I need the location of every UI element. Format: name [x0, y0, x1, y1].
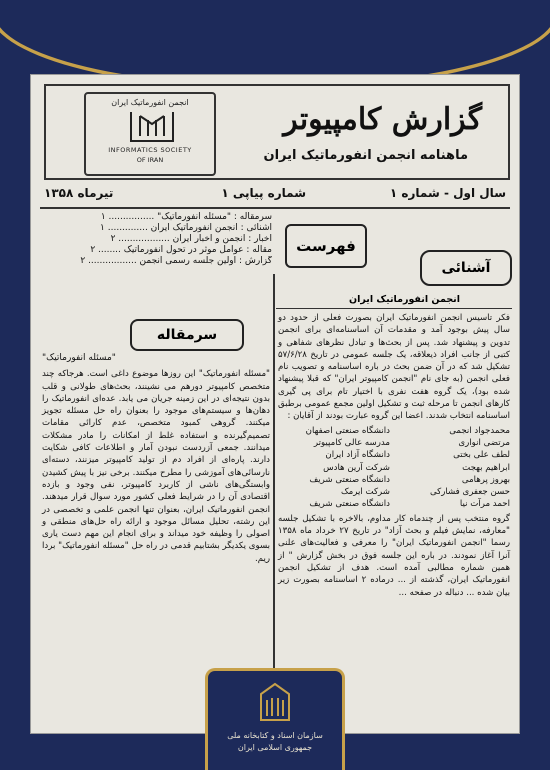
- ashnaei-column: [278, 312, 510, 599]
- logo-english-line1: INFORMATICS SOCIETY: [108, 146, 192, 154]
- library-emblem-icon: [255, 680, 295, 724]
- founder-affiliations: [278, 425, 390, 511]
- issue-serial: شماره پیاپی ۱: [221, 186, 306, 200]
- founder-name: احمد مرآت نیا: [459, 499, 510, 510]
- editorial-heading: "مسئله انفورماتیک": [42, 353, 116, 363]
- toc-item: آشنائی : انجمن انفورماتیک ایران .............. ۱: [100, 223, 272, 233]
- logo-top-text: انجمن انفورماتیک ایران: [111, 98, 189, 107]
- badge-text: [205, 730, 345, 754]
- editorial-column: [42, 352, 270, 565]
- ashnaei-paragraph-1: فکر تاسیس انجمن انفورماتیک ایران بصورت فعلی از حدود دو سال پیش بوجود آمد و مقدمات آن اساسنامه‌ای برای انجمن تدوین و پیشنهاد شد. پس از بحث‌ها و تبادل نظرهای شفاهی و کتبی از جانب افراد ذیعلاقه، یک جلسه عمومی در تاریخ ۵۷/۶/۲۸ تشکیل شد که در آن ضمن بحث در باره اساسنامه و تصویب نام فعلی انجمن (به جای نام "انجمن کامپیوتر ایران" که قبلا پیشنهاد شده بود)، یک گروه هفت نفری با اختیار تام برای پی گیری کارهای انجمن تا مرحله ثبت و تشکیل اولین مجمع عمومی برطبق اساسنامه انتخاب شدند. اعضا این گروه عبارت بودند از آقایان :: [278, 313, 510, 422]
- founder-name: محمدجواد انجمی: [449, 425, 510, 436]
- founder-affil: شرکت آرین هادس: [323, 462, 390, 473]
- founder-affil: دانشگاه آزاد ایران: [325, 450, 390, 461]
- badge-line-1: سازمان اسناد و کتابخانه ملی: [227, 731, 323, 740]
- issue-date: تیرماه ۱۳۵۸: [44, 186, 114, 200]
- founder-affil: دانشگاه صنعتی شریف: [309, 499, 390, 510]
- divider-ashnaei: [276, 308, 512, 309]
- library-badge: [205, 668, 345, 770]
- issue-volume: سال اول - شماره ۱: [389, 186, 506, 200]
- founder-name: ابراهیم بهجت: [462, 462, 510, 473]
- column-divider: [273, 274, 275, 724]
- founder-affil: دانشگاه صنعتی شریف: [309, 474, 390, 485]
- founder-name: مرتضی انواری: [458, 437, 510, 448]
- publication-subtitle: ماهنامه انجمن انفورماتیک ایران: [263, 148, 468, 163]
- ashnaei-label-box: آشنائی: [420, 250, 512, 286]
- toc-item: گزارش : اولین جلسه رسمی انجمن ................. ۲: [80, 256, 272, 266]
- editorial-label-box: سرمقاله: [130, 319, 244, 351]
- publication-title: گزارش کامپیوتر: [283, 102, 482, 137]
- ashnaei-heading: انجمن انفورماتیک ایران: [348, 294, 460, 305]
- newsletter-page: [30, 74, 520, 734]
- toc-label-box: فهرست: [285, 224, 367, 268]
- toc-item: مقاله : عوامل موثر در تحول انفورماتیک ........ ۲: [90, 245, 272, 255]
- society-logo: [84, 92, 216, 176]
- founder-name: حسن جعفری فشارکی: [429, 487, 510, 498]
- founder-affil: دانشگاه صنعتی اصفهان: [305, 425, 390, 436]
- logo-mark-icon: [130, 112, 174, 142]
- badge-line-2: جمهوری اسلامی ایران: [237, 743, 313, 752]
- founders-list: [278, 425, 510, 511]
- founder-affil: مدرسه عالی کامپیوتر: [313, 437, 390, 448]
- ashnaei-paragraph-2: گروه منتخب پس از چندماه کار مداوم، بالاخره با تشکیل جلسه "معارفه، نمایش فیلم و بحث آزاد" در تاریخ ۲۷ خرداد ماه ۱۳۵۸ رسما "انجمن انفورماتیک ایران" را معرفی و فعالیت‌های علنی آنرا آغاز نمودند. در باره این جلسه فوق در بخش گزارش " از همین شماره مطالبی آمده است. هدف از تشکیل انجمن انفورماتیک ایران، گذشته از ... درماده ۲ اساسنامه بصورت زیر بیان شده ... دنباله در صفحه ...: [278, 513, 511, 598]
- masthead: [44, 84, 510, 180]
- founder-name: لطف علی بختی: [453, 450, 510, 461]
- toc-item: سرمقاله : "مسئله انفورماتیک" ................ ۱: [100, 212, 272, 222]
- founder-names: [398, 425, 510, 511]
- toc-item: اخبار : انجمن و اخبار ایران .................. ۲: [110, 234, 272, 244]
- issue-info: [44, 186, 506, 204]
- editorial-body: "مسئله انفورماتیک" این روزها موضوع داغی است. هرجاکه چند متخصص کامپیوتر دورهم می نشینند، بحث‌های طولانی و قلب بدون نتیجه‌ای در این زمینه جریان می یابد. عده‌ای انفورماتیک را دهان‌ها و سیستم‌های موجود را بعنوان راه حل مسئله تجویز میکنند. گروهی کمبود متخصص، عدم کارائی مقامات تصمیم‌گیرنده و استفاده غلط از امکانات را مادر مشکلات میدانند. جمعی آزردست نبودن آمار و اطلاعات کافی شکایت دارند. پاره‌ای از افراد دم از تولید کامپیوتر میزنند، دسته‌ای نارسائی‌های آموزشی را مطرح میکنند. برخی نیز با پیش کشیدن وابستگی‌های ناشی از کاربرد کامپیوتر، نفی وجود و بازده اقتصادی آن را در شرایط فعلی کشور مورد سوال قرار میدهند. انجمن انفورماتیک ایران، بعنوان تنها انجمن علمی و تخصصی در این رشته، تحلیل مسائل موجود و ارائه راه حل‌های منطقی و اصولی را وظیفه خود میداند و برای انجام این مهم دست یاری بسوی یکدیگر بشتابیم قدمی در راه حل "مسئله انفورماتیک" بردا ریم.: [42, 369, 270, 564]
- founder-name: بهروز پرهامی: [461, 474, 510, 485]
- toc-list: [40, 212, 272, 267]
- divider-top: [40, 207, 510, 209]
- logo-english-line2: OF IRAN: [136, 156, 164, 164]
- founder-affil: شرکت ایرمک: [340, 487, 390, 498]
